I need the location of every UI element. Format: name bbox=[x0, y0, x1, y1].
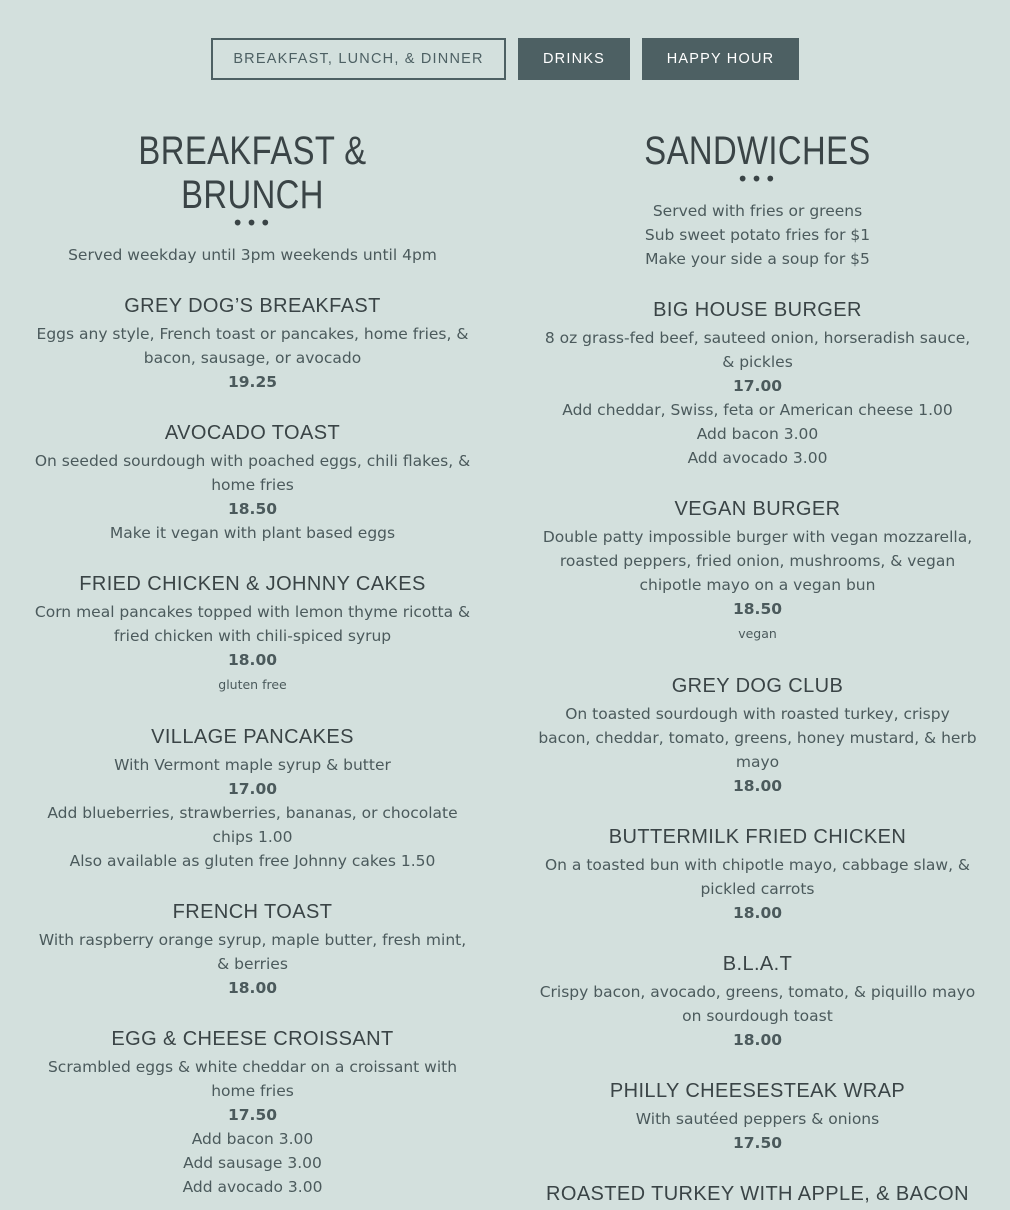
item-extra: Add bacon 3.00 bbox=[191, 1130, 314, 1148]
item-extra: Add cheddar, Swiss, feta or American cheese 1.00 bbox=[562, 401, 953, 419]
item-description: On seeded sourdough with poached eggs, chili flakes, & home fries bbox=[34, 452, 471, 494]
breakfast-brunch-section bbox=[25, 125, 480, 1199]
intro-line: Served weekday until 3pm weekends until 4pm bbox=[68, 246, 437, 264]
item-price: 18.50 bbox=[732, 600, 783, 618]
menu-item bbox=[530, 1079, 985, 1155]
item-description: Crispy bacon, avocado, greens, tomato, & piquillo mayo on sourdough toast bbox=[539, 983, 976, 1025]
item-extra: Make it vegan with plant based eggs bbox=[109, 524, 396, 542]
menu-item bbox=[530, 825, 985, 925]
item-extra: Also available as gluten free Johnny cakes 1.50 bbox=[69, 852, 436, 870]
intro-line: Make your side a soup for $5 bbox=[645, 250, 870, 268]
item-description: Scrambled eggs & white cheddar on a croissant with home fries bbox=[47, 1058, 458, 1100]
heading-dots: ••• bbox=[231, 211, 274, 235]
item-title: FRIED CHICKEN & JOHNNY CAKES bbox=[79, 573, 426, 595]
menu-item bbox=[25, 725, 480, 873]
section-intro bbox=[25, 243, 480, 267]
item-description: With Vermont maple syrup & butter bbox=[114, 756, 391, 774]
item-extra: Add avocado 3.00 bbox=[687, 449, 828, 467]
menu-item bbox=[530, 952, 985, 1052]
section-heading: SANDWICHES bbox=[644, 129, 871, 173]
item-extra: Add bacon 3.00 bbox=[696, 425, 819, 443]
section-heading: BREAKFAST & BRUNCH bbox=[138, 129, 367, 217]
item-title: GREY DOG’S BREAKFAST bbox=[124, 295, 381, 317]
menu-item bbox=[530, 674, 985, 798]
tab-breakfast-lunch-dinner[interactable]: BREAKFAST, LUNCH, & DINNER bbox=[211, 38, 506, 80]
sandwiches-section bbox=[530, 125, 985, 1210]
item-description: With sautéed peppers & onions bbox=[635, 1110, 880, 1128]
menu-item bbox=[25, 900, 480, 1000]
item-description: On toasted sourdough with roasted turkey, crispy bacon, cheddar, tomato, greens, honey mustard, & herb mayo bbox=[538, 705, 977, 771]
menu-item bbox=[25, 294, 480, 394]
item-title: ROASTED TURKEY WITH APPLE, & BACON bbox=[546, 1183, 969, 1205]
diet-tag: gluten free bbox=[218, 677, 287, 692]
item-price: 18.00 bbox=[732, 777, 783, 795]
tab-happy-hour[interactable]: HAPPY HOUR bbox=[642, 38, 799, 80]
item-title: FRENCH TOAST bbox=[172, 901, 333, 923]
item-price: 17.50 bbox=[227, 1106, 278, 1124]
intro-line: Sub sweet potato fries for $1 bbox=[644, 226, 871, 244]
item-title: BIG HOUSE BURGER bbox=[653, 299, 862, 321]
item-title: AVOCADO TOAST bbox=[164, 422, 341, 444]
item-price: 17.00 bbox=[732, 377, 783, 395]
item-description: Eggs any style, French toast or pancakes, home fries, & bacon, sausage, or avocado bbox=[36, 325, 469, 367]
section-intro bbox=[530, 199, 985, 271]
item-description: 8 oz grass-fed beef, sauteed onion, horseradish sauce, & pickles bbox=[544, 329, 971, 371]
item-price: 19.25 bbox=[227, 373, 278, 391]
item-description: Corn meal pancakes topped with lemon thyme ricotta & fried chicken with chili-spiced syrup bbox=[34, 603, 471, 645]
item-extra: Add blueberries, strawberries, bananas, or chocolate chips 1.00 bbox=[47, 804, 458, 846]
item-price: 18.00 bbox=[732, 904, 783, 922]
heading-dots: ••• bbox=[736, 167, 779, 191]
item-extra: Add avocado 3.00 bbox=[182, 1178, 323, 1196]
diet-tag: vegan bbox=[738, 626, 777, 641]
menu-item bbox=[25, 421, 480, 545]
item-price: 18.00 bbox=[227, 979, 278, 997]
menu-item bbox=[530, 497, 985, 647]
item-title: GREY DOG CLUB bbox=[671, 675, 844, 697]
menu-item bbox=[530, 298, 985, 470]
intro-line: Served with fries or greens bbox=[652, 202, 863, 220]
item-description: On a toasted bun with chipotle mayo, cabbage slaw, & pickled carrots bbox=[544, 856, 971, 898]
item-price: 17.50 bbox=[732, 1134, 783, 1152]
item-price: 18.50 bbox=[227, 500, 278, 518]
item-title: EGG & CHEESE CROISSANT bbox=[111, 1028, 394, 1050]
item-title: B.L.A.T bbox=[722, 953, 793, 975]
item-price: 17.00 bbox=[227, 780, 278, 798]
menu-item bbox=[25, 572, 480, 698]
item-title: PHILLY CHEESESTEAK WRAP bbox=[609, 1080, 906, 1102]
item-description: With raspberry orange syrup, maple butter, fresh mint, & berries bbox=[38, 931, 467, 973]
item-title: BUTTERMILK FRIED CHICKEN bbox=[608, 826, 907, 848]
item-price: 18.00 bbox=[732, 1031, 783, 1049]
item-description: Double patty impossible burger with vegan mozzarella, roasted peppers, fried onion, mushrooms, & vegan chipotle mayo on a vegan bun bbox=[542, 528, 973, 594]
item-price: 18.00 bbox=[227, 651, 278, 669]
menu-item bbox=[25, 1027, 480, 1199]
menu-tabs bbox=[0, 0, 1010, 80]
item-extra: Add sausage 3.00 bbox=[183, 1154, 322, 1172]
menu-item bbox=[530, 1182, 985, 1206]
item-title: VILLAGE PANCAKES bbox=[151, 726, 354, 748]
tab-drinks[interactable]: DRINKS bbox=[518, 38, 630, 80]
item-title: VEGAN BURGER bbox=[674, 498, 841, 520]
